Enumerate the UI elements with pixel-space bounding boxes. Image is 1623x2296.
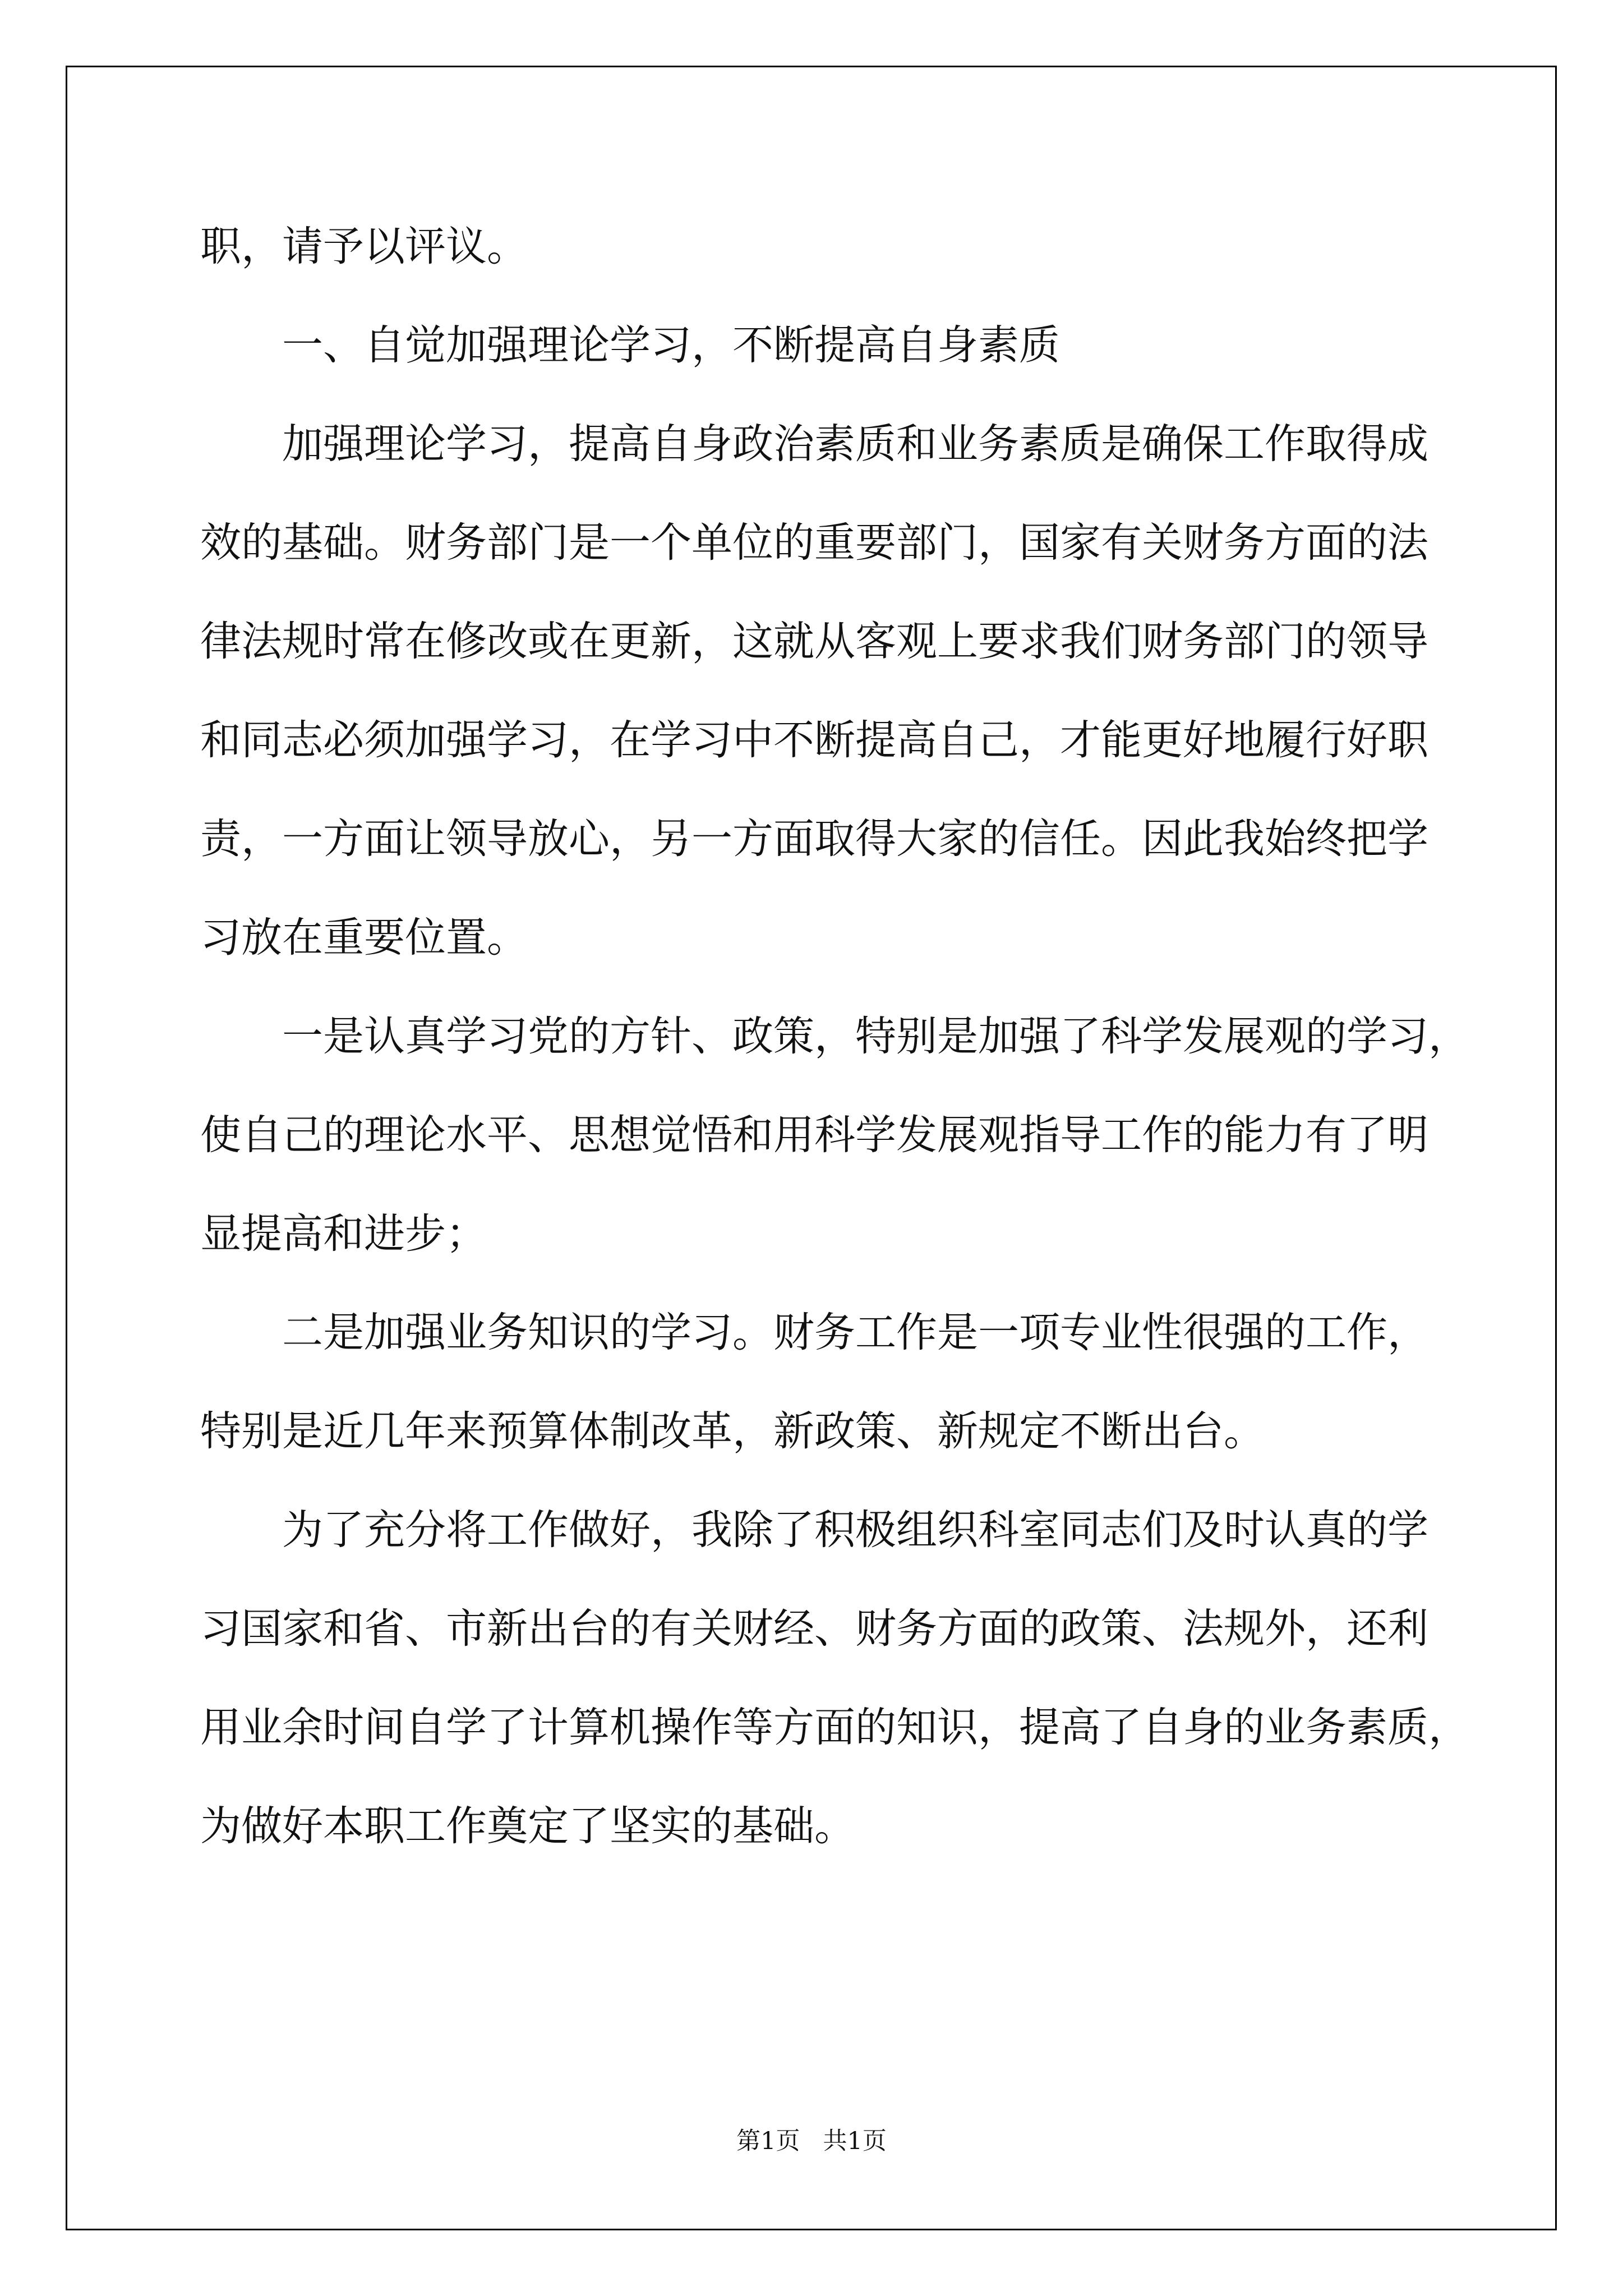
- text-line: 一、自觉加强理论学习，不断提高自身素质: [282, 321, 1060, 369]
- text-line: 效的基础。财务部门是一个单位的重要部门，国家有关财务方面的法: [200, 519, 1428, 567]
- text-line: 为做好本职工作奠定了坚实的基础。: [200, 1802, 855, 1850]
- text-line: 责，一方面让领导放心，另一方面取得大家的信任。因此我始终把学: [200, 815, 1428, 863]
- text-line: 习国家和省、市新出台的有关财经、财务方面的政策、法规外，还利: [200, 1605, 1428, 1653]
- page-footer: 第1页 共1页: [736, 2127, 887, 2155]
- text-line: 使自己的理论水平、思想觉悟和用科学发展观指导工作的能力有了明: [200, 1111, 1428, 1159]
- text-line: 和同志必须加强学习，在学习中不断提高自己，才能更好地履行好职: [200, 716, 1428, 764]
- text-line: 一是认真学习党的方针、政策，特别是加强了科学发展观的学习，: [282, 1013, 1469, 1060]
- text-line: 习放在重要位置。: [200, 914, 528, 961]
- text-line: 为了充分将工作做好，我除了积极组织科室同志们及时认真的学: [282, 1506, 1428, 1554]
- text-line: 加强理论学习，提高自身政治素质和业务素质是确保工作取得成: [282, 420, 1428, 468]
- text-line: 用业余时间自学了计算机操作等方面的知识，提高了自身的业务素质，: [200, 1704, 1469, 1751]
- text-line: 职，请予以评议。: [200, 223, 528, 270]
- text-line: 律法规时常在修改或在更新，这就从客观上要求我们财务部门的领导: [200, 618, 1428, 665]
- text-line: 显提高和进步；: [200, 1210, 487, 1258]
- text-line: 特别是近几年来预算体制改革，新政策、新规定不断出台。: [200, 1407, 1265, 1455]
- text-line: 二是加强业务知识的学习。财务工作是一项专业性很强的工作，: [282, 1309, 1428, 1356]
